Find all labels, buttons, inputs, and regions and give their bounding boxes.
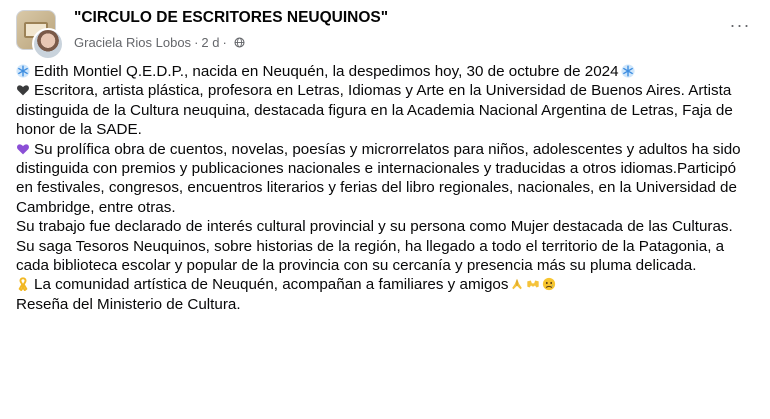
post-time-link[interactable]: 2 d (201, 35, 220, 50)
meta-separator: · (222, 35, 227, 50)
praying-hands-icon (510, 277, 524, 291)
post-paragraph (16, 140, 756, 218)
author-avatar[interactable] (32, 28, 64, 60)
paragraph-text: Su prolífica obra de cuentos, novelas, poesías y microrrelatos para niños, adolescentes y adultos ha sido distinguida con premios y publicaciones nacionales e internacionales y traducidas a otros idiomas.Participó en festivales, congresos, encuentros literarios y ferias del libro regionales, nacionales, en la Universidad de Cambridge, entre otras. (16, 140, 741, 216)
snowflake-icon (16, 64, 30, 78)
post-paragraph (16, 237, 756, 276)
author-name-link[interactable]: Graciela Rios Lobos (74, 35, 192, 50)
meta-separator: · (194, 35, 199, 50)
sad-face-icon (542, 277, 556, 291)
post-paragraph (16, 81, 756, 139)
more-options-button[interactable]: ··· (729, 15, 751, 35)
paragraph-text: Su saga Tesoros Neuquinos, sobre historias de la región, ha llegado a todo el territorio de la Patagonia, a cada biblioteca escolar y popular de la provincia con su cercanía y presencia más su pluma delicada. (16, 237, 725, 275)
snowflake-icon (621, 64, 635, 78)
post-header (16, 8, 754, 58)
post-paragraph (16, 62, 756, 81)
group-name-link[interactable]: "CIRCULO DE ESCRITORES NEUQUINOS" (74, 9, 389, 26)
paragraph-text: La comunidad artística de Neuquén, acompañan a familiares y amigos (34, 276, 509, 294)
globe-icon[interactable] (234, 37, 245, 48)
post-body (16, 62, 756, 314)
post-paragraph (16, 275, 756, 294)
group-avatar-stack[interactable] (16, 10, 64, 58)
ribbon-icon (16, 277, 30, 291)
post-paragraph (16, 295, 756, 314)
paragraph-text: Escritora, artista plástica, profesora en Letras, Idiomas y Arte en la Universidad de Buenos Aires. Artista distinguida de la Cultura neuquina, destacada figura en la Academia Nacional Argentina de Letras, Faja de honor de la SADE. (16, 82, 733, 139)
black-heart-icon (16, 83, 30, 97)
paragraph-text: Edith Montiel Q.E.D.P., nacida en Neuquén, la despedimos hoy, 30 de octubre de 2024 (34, 63, 619, 80)
paragraph-text: Su trabajo fue declarado de interés cultural provincial y su persona como Mujer destacada de las Culturas. (16, 218, 733, 236)
hug-hands-icon (526, 277, 540, 291)
paragraph-text: Reseña del Ministerio de Cultura. (16, 295, 241, 313)
post-meta (74, 35, 245, 50)
post-paragraph (16, 217, 756, 236)
purple-heart-icon (16, 142, 30, 156)
